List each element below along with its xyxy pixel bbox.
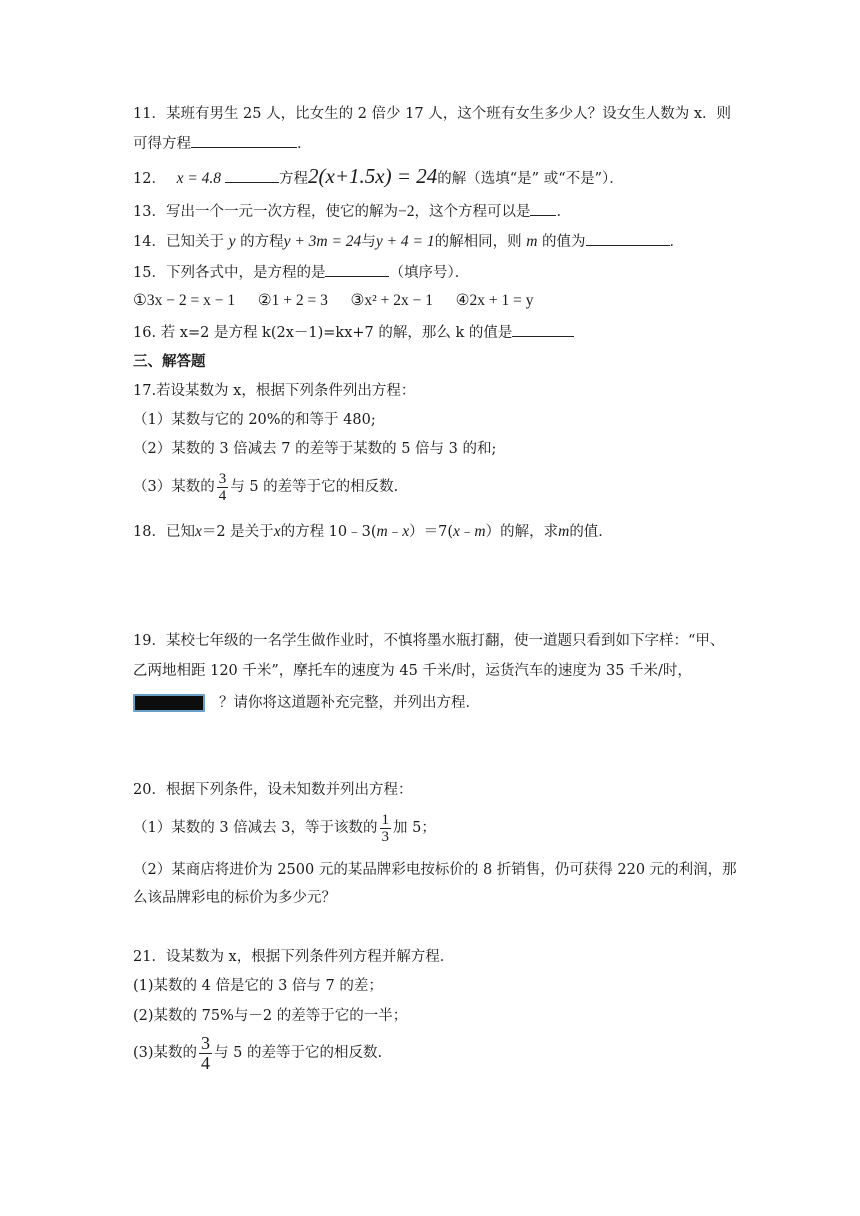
q18-var-m: m xyxy=(376,523,388,540)
q14-t4: 的值为 xyxy=(542,234,586,250)
q17-p3-suffix: 与 5 的差等于它的相反数. xyxy=(230,479,399,495)
q14-eq1: y + 3m = 24 xyxy=(283,233,362,250)
q16-prefix: 16. 若 x=2 是方程 k(2x－1)=kx+7 的解，那么 k 的值是 xyxy=(133,325,513,341)
q14-answer-blank[interactable] xyxy=(586,231,670,246)
q14-prefix: 14．已知关于 xyxy=(133,234,224,250)
q13-suffix: ，这个方程可以是 xyxy=(414,204,531,220)
question-15-options xyxy=(133,291,740,311)
question-20-part-1 xyxy=(133,808,740,848)
question-21-part-1: (1)某数的 4 倍是它的 3 倍与 7 的差； xyxy=(133,978,383,994)
question-20-part-2-line-1: （2）某商店将进价为 2500 元的某品牌彩电按标价的 8 折销售，仍可获得 220 元的利润，那 xyxy=(133,862,737,878)
q14-eq2: y + 4 = 1 xyxy=(375,233,435,250)
q17-fraction-denominator: 4 xyxy=(218,487,227,504)
q20-p1-suffix: 加 5； xyxy=(393,820,436,836)
q12-answer-blank[interactable] xyxy=(225,168,279,183)
question-17-part-1: （1）某数与它的 20%的和等于 480; xyxy=(133,412,376,428)
q21-fraction-numerator: 3 xyxy=(201,1032,211,1053)
q15-prefix: 15．下列各式中，是方程的是 xyxy=(133,265,326,281)
q12-num: 12． xyxy=(133,171,166,187)
q21-p3-prefix: (3)某数的 xyxy=(133,1045,198,1061)
question-15-stem xyxy=(133,262,740,283)
q12-expr: x = 4.8 xyxy=(176,170,222,187)
q13-value: −2 xyxy=(397,203,415,220)
q17-p3-prefix: （3）某数的 xyxy=(133,479,215,495)
q18-text: ＝2 是关于 xyxy=(201,524,274,540)
q21-fraction xyxy=(199,1034,212,1073)
q18-var-x: x xyxy=(273,523,281,540)
q20-fraction-numerator: 1 xyxy=(381,811,390,828)
section-heading: 三、解答题 xyxy=(133,354,206,370)
q18-text: 的方程 10﹣3( xyxy=(280,524,377,540)
q18-var-x: x xyxy=(402,523,410,540)
ink-blot-image xyxy=(133,694,205,712)
question-12 xyxy=(133,166,740,189)
question-19-line-2: 乙两地相距 120 千米”，摩托车的速度为 45 千米/时，运货汽车的速度为 35 千米/时， xyxy=(133,663,692,679)
q18-text: ）＝7( xyxy=(409,524,454,540)
q21-p3-suffix: 与 5 的差等于它的相反数. xyxy=(214,1045,383,1061)
question-21-stem: 21．设某数为 x，根据下列条件列方程并解方程． xyxy=(133,949,455,965)
q18-text: ﹣ xyxy=(387,524,403,540)
question-17-stem: 17.若设某数为 x，根据下列条件列出方程： xyxy=(133,383,416,399)
q11-answer-blank[interactable] xyxy=(191,133,297,148)
q15-option-1: ①3x − 2 = x − 1 xyxy=(133,292,236,309)
q14-t3: 的解相同，则 xyxy=(434,234,522,250)
question-13 xyxy=(133,201,740,222)
question-21-part-2: (2)某数的 75%与－2 的差等于它的一半； xyxy=(133,1008,408,1024)
q13-end: ． xyxy=(556,204,571,220)
q11-prefix: 可得方程 xyxy=(133,136,191,152)
q20-fraction xyxy=(380,812,392,845)
q15-option-3: ③x² + 2x − 1 xyxy=(350,292,434,309)
q13-answer-blank[interactable] xyxy=(530,201,556,216)
q18-var-m: m xyxy=(474,523,486,540)
q12-equation: 2(x+1.5x) = 24 xyxy=(308,164,438,188)
q18-text: ﹣ xyxy=(459,524,475,540)
q18-var-x: x xyxy=(453,523,460,540)
question-14 xyxy=(133,231,740,252)
q18-var-m: m xyxy=(558,523,570,540)
question-19-line-1: 19．某校七年级的一名学生做作业时，不慎将墨水瓶打翻，使一道题只看到如下字样：“甲、 xyxy=(133,633,725,649)
question-20-part-2-line-2: 么该品牌彩电的标价为多少元？ xyxy=(133,890,336,906)
question-18 xyxy=(133,522,740,542)
q11-suffix: ． xyxy=(297,136,312,152)
q18-var-x: x xyxy=(194,523,202,540)
q14-t2: 与 xyxy=(361,234,376,250)
q14-var-m: m xyxy=(526,233,538,250)
question-17-part-2: （2）某数的 3 倍减去 7 的差等于某数的 5 倍与 3 的和; xyxy=(133,441,497,457)
q12-mid: 方程 xyxy=(279,171,309,187)
q17-fraction-numerator: 3 xyxy=(218,470,227,487)
question-17-part-3 xyxy=(133,470,740,504)
q15-suffix: （填序号）． xyxy=(389,265,470,281)
question-11-line-2 xyxy=(133,133,740,154)
q18-text: 的值． xyxy=(569,524,613,540)
q12-suffix: 的解（选填“是” 或“不是”）． xyxy=(437,171,624,187)
q15-option-4: ④2x + 1 = y xyxy=(455,292,534,309)
q14-var-y: y xyxy=(228,233,236,250)
question-16 xyxy=(133,322,740,343)
q21-fraction-denominator: 4 xyxy=(201,1052,211,1073)
q19-line-3-text: ？请你将这道题补充完整，并列出方程． xyxy=(219,695,480,711)
q20-fraction-denominator: 3 xyxy=(381,828,390,845)
q15-option-2: ②1 + 2 = 3 xyxy=(257,292,328,309)
q14-end: ． xyxy=(669,234,685,250)
q18-text: 18．已知 xyxy=(133,524,195,540)
question-20-stem: 20．根据下列条件，设未知数并列出方程： xyxy=(133,782,413,798)
q16-answer-blank[interactable] xyxy=(512,322,574,337)
q14-t1: 的方程 xyxy=(240,234,284,250)
question-21-part-3 xyxy=(133,1030,740,1076)
q17-fraction xyxy=(217,471,229,504)
question-19-line-3 xyxy=(133,693,740,713)
q15-answer-blank[interactable] xyxy=(325,262,389,277)
question-11-line-1: 11．某班有男生 25 人，比女生的 2 倍少 17 人，这个班有女生多少人？设女生人数为 x．则 xyxy=(133,106,732,122)
q20-p1-prefix: （1）某数的 3 倍减去 3，等于该数的 xyxy=(133,820,378,836)
q18-text: ）的解，求 xyxy=(485,524,559,540)
q13-prefix: 13．写出一个一元一次方程，使它的解为 xyxy=(133,204,398,220)
